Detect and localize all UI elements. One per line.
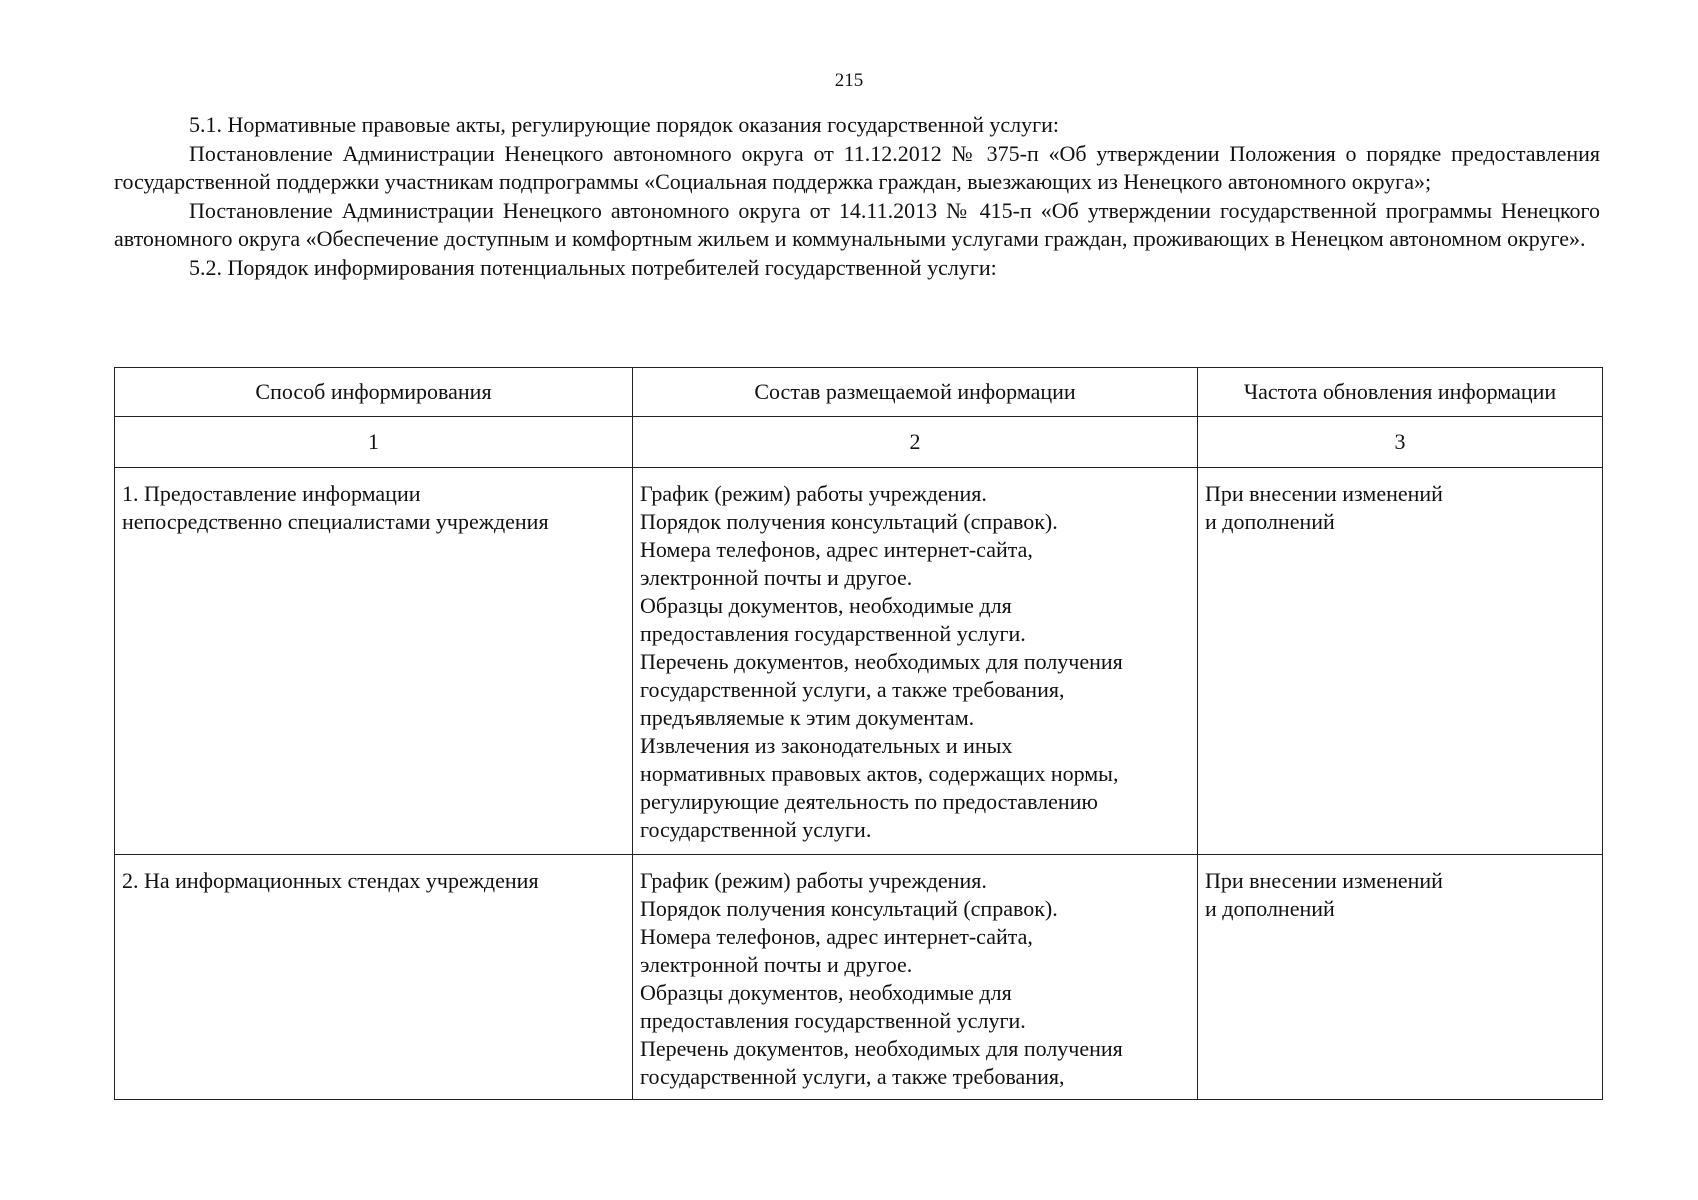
- informing-table: [114, 367, 1603, 1100]
- row-2-frequency: [1198, 855, 1603, 1100]
- cell-line: Перечень документов, необходимых для получения: [640, 1036, 1123, 1061]
- cell-line: нормативных правовых актов, содержащих нормы,: [640, 761, 1119, 786]
- cell-line: и дополнений: [1205, 509, 1335, 534]
- row-2-method: [115, 855, 633, 1100]
- row-2-content: [633, 855, 1198, 1100]
- header-content: Состав размещаемой информации: [633, 368, 1198, 417]
- cell-line: электронной почты и другое.: [640, 952, 913, 977]
- row-1-method: [115, 468, 633, 855]
- column-number-3: 3: [1198, 417, 1603, 468]
- cell-line: непосредственно специалистами учреждения: [122, 509, 549, 534]
- cell-line: государственной услуги, а также требования,: [640, 677, 1065, 702]
- cell-line: и дополнений: [1205, 896, 1335, 921]
- paragraph-resolution-415: Постановление Администрации Ненецкого автономного округа от 14.11.2013 № 415-п «Об утверждении государственной программы Ненецкого автономного округа «Обеспечение доступным и комфортным жильем и коммунальными услугами граждан, проживающих в Ненецком автономном округе».: [114, 197, 1600, 251]
- column-number-1: 1: [115, 417, 633, 468]
- cell-line: При внесении изменений: [1205, 481, 1443, 506]
- cell-line: Образцы документов, необходимые для: [640, 593, 1012, 618]
- cell-line: Порядок получения консультаций (справок).: [640, 896, 1058, 921]
- header-frequency: Частота обновления информации: [1198, 368, 1603, 417]
- cell-line: государственной услуги.: [640, 817, 872, 842]
- cell-line: Номера телефонов, адрес интернет-сайта,: [640, 924, 1033, 949]
- cell-line: предоставления государственной услуги.: [640, 621, 1026, 646]
- cell-line: предоставления государственной услуги.: [640, 1008, 1026, 1033]
- cell-line: регулирующие деятельность по предоставлению: [640, 789, 1098, 814]
- cell-line: 1. Предоставление информации: [122, 481, 421, 506]
- cell-line: Образцы документов, необходимые для: [640, 980, 1012, 1005]
- cell-line: График (режим) работы учреждения.: [640, 868, 987, 893]
- paragraph-resolution-375: Постановление Администрации Ненецкого автономного округа от 11.12.2012 № 375-п «Об утверждении Положения о порядке предоставления государственной поддержки участникам подпрограммы «Социальная поддержка граждан, выезжающих из Ненецкого автономного округа»;: [114, 140, 1600, 194]
- cell-line: Порядок получения консультаций (справок).: [640, 509, 1058, 534]
- cell-line: 2. На информационных стендах учреждения: [122, 868, 539, 893]
- cell-line: Извлечения из законодательных и иных: [640, 733, 1013, 758]
- paragraph-5-1-heading: 5.1. Нормативные правовые акты, регулирующие порядок оказания государственной услуги:: [189, 112, 1060, 137]
- cell-line: График (режим) работы учреждения.: [640, 481, 987, 506]
- paragraph-5-2-heading: 5.2. Порядок информирования потенциальных потребителей государственной услуги:: [189, 254, 997, 280]
- cell-line: Номера телефонов, адрес интернет-сайта,: [640, 537, 1033, 562]
- cell-line: электронной почты и другое.: [640, 565, 913, 590]
- cell-line: государственной услуги, а также требования,: [640, 1064, 1065, 1089]
- column-number-row: [115, 417, 1603, 468]
- row-1-content: [633, 468, 1198, 855]
- table-row: [115, 855, 1603, 1100]
- table-header-row: [115, 368, 1603, 417]
- page-number: 215: [834, 70, 864, 91]
- body-text: [114, 111, 1600, 282]
- cell-line: Перечень документов, необходимых для получения: [640, 649, 1123, 674]
- row-1-frequency: [1198, 468, 1603, 855]
- cell-line: предъявляемые к этим документам.: [640, 705, 975, 730]
- header-method: Способ информирования: [115, 368, 633, 417]
- column-number-2: 2: [633, 417, 1198, 468]
- cell-line: При внесении изменений: [1205, 868, 1443, 893]
- table-row: [115, 468, 1603, 855]
